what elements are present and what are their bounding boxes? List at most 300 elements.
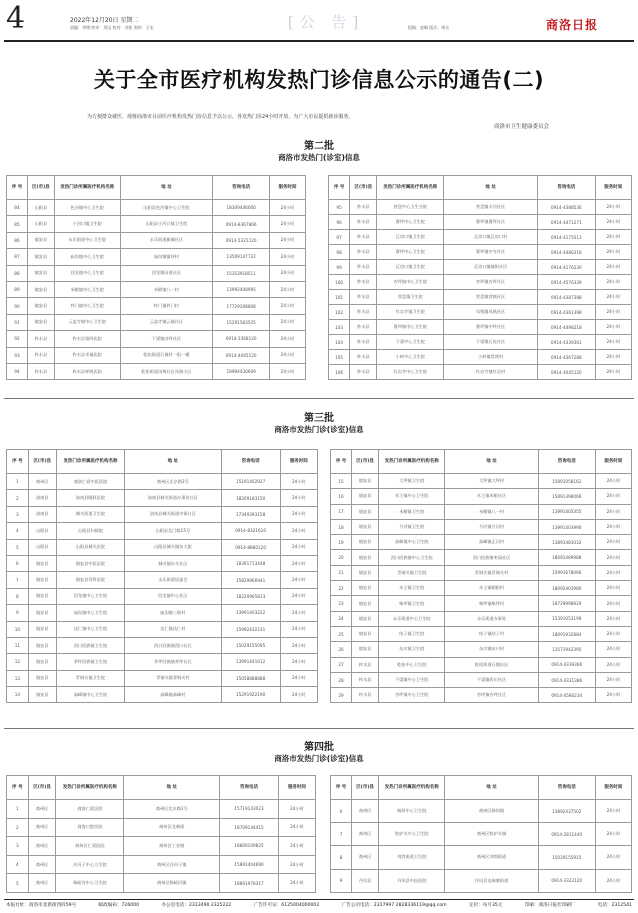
editors-right: 组稿：赵琳 版式：周岳 — [408, 25, 450, 30]
col-district: 镇安县 — [352, 596, 379, 611]
col-phone: 15991678066 — [538, 565, 595, 580]
header-col-hours: 服务时间 — [595, 776, 631, 800]
table-header-row — [7, 776, 316, 800]
col-phone: 18891978317 — [220, 874, 279, 893]
col-phone: 0914-4175513 — [538, 230, 596, 245]
col-district: 柞水县 — [350, 260, 377, 275]
col-district: 柞水县 — [350, 200, 377, 215]
col-facility: 大坪镇卫生院 — [379, 474, 445, 489]
col-phone: 15391053199 — [538, 611, 595, 626]
col-phone: 0914-4580234 — [538, 688, 595, 703]
col-district: 镇安县 — [28, 572, 56, 588]
header-col-phone: 咨询电话 — [538, 776, 595, 800]
col-phone: 13991403222 — [221, 605, 280, 621]
col-district: 镇安县 — [352, 550, 379, 565]
col-address: 木王镇米粮社区 — [445, 489, 538, 504]
col-facility: 杨峪河中心卫生院 — [56, 874, 124, 893]
col-address: 米粮镇八一村 — [445, 504, 538, 519]
col-index: 10 — [7, 621, 29, 637]
col-district: 商州区 — [28, 474, 56, 490]
footer-postcode: 邮政编码：726000 — [98, 903, 140, 908]
col-hours: 24小时 — [595, 611, 631, 626]
table-row — [329, 245, 632, 260]
col-index: 19 — [331, 535, 352, 550]
col-phone: 0914-4471271 — [538, 215, 596, 230]
col-phone: 0914-4498218 — [538, 320, 596, 335]
header-col-district: 区(市)县 — [27, 176, 54, 200]
col-facility: 镇安县骨科医院 — [56, 572, 124, 588]
col-phone: 0914-4367288 — [538, 350, 596, 365]
col-hours: 24小时 — [280, 637, 317, 653]
col-index: 1 — [7, 800, 29, 819]
col-address: 云盖寺镇云镇社区 — [120, 314, 213, 330]
col-district: 柞水县 — [27, 363, 54, 379]
header-col-index: 序 号 — [331, 450, 352, 474]
table-row — [331, 657, 632, 672]
col-hours: 24小时 — [595, 350, 631, 365]
table-header-row — [329, 176, 632, 200]
col-hours: 24小时 — [270, 232, 306, 248]
col-address: 达仁镇达仁村 — [125, 621, 221, 637]
col-hours: 24小时 — [280, 572, 317, 588]
col-index: 96 — [329, 215, 350, 230]
col-index: 11 — [7, 637, 29, 653]
col-phone: 18729998829 — [538, 596, 595, 611]
col-district: 镇安县 — [27, 249, 54, 265]
col-address: 乾佑街道凤凰社区凤凰小区 — [120, 363, 213, 379]
header-col-district: 区(市)县 — [28, 450, 56, 474]
col-phone: 18091932884 — [538, 626, 595, 641]
col-facility: 杏坪镇中心卫生院 — [379, 688, 445, 703]
col-index: 29 — [331, 688, 352, 703]
col-district: 镇安县 — [352, 611, 379, 626]
col-phone: 0914-3322120 — [538, 869, 595, 892]
col-district: 镇安县 — [27, 314, 54, 330]
col-index: 95 — [329, 200, 350, 215]
col-district: 洛南县 — [28, 490, 56, 506]
col-address: 曹坪镇中坪社区 — [444, 320, 538, 335]
col-district: 山阳县 — [28, 523, 56, 539]
table-row — [7, 555, 318, 571]
col-facility: 下梁镇中心卫生院 — [379, 672, 445, 687]
col-phone: 15029155095 — [221, 637, 280, 653]
col-district: 柞水县 — [350, 335, 377, 350]
col-address: 下梁镇西川社区 — [445, 672, 538, 687]
table-row — [331, 489, 632, 504]
col-index: 20 — [331, 550, 352, 565]
col-phone: 15353918511 — [213, 265, 270, 281]
col-district: 柞水县 — [352, 672, 379, 687]
col-phone: 0914-4387388 — [538, 290, 596, 305]
col-district: 柞水县 — [350, 305, 377, 320]
header-col-facility: 发热门诊所属医疗机构名称 — [379, 450, 445, 474]
table-row — [7, 572, 318, 588]
col-address: 青铜关镇青铜关村 — [445, 565, 538, 580]
table-header-row — [331, 776, 632, 800]
col-address: 商州区沙河子镇 — [124, 855, 220, 874]
col-index: 18 — [331, 519, 352, 534]
table-row — [331, 504, 632, 519]
table-row — [7, 490, 318, 506]
table-row — [7, 249, 306, 265]
col-address: 月河镇月河村 — [445, 519, 538, 534]
col-district: 柞水县 — [350, 365, 377, 380]
col-address: 商州区北新街 — [124, 818, 220, 837]
batch2-table-right — [328, 175, 632, 380]
batch3-title: 第三批 — [304, 413, 334, 424]
col-hours: 24小时 — [278, 837, 315, 856]
col-address: 回龙镇中心社区 — [125, 588, 221, 604]
col-district: 柞水县 — [27, 347, 54, 363]
col-facility: 牧护关中心卫生院 — [379, 823, 445, 846]
col-facility: 洛南县眼科医院 — [56, 490, 124, 506]
col-hours: 24小时 — [280, 654, 317, 670]
table-row — [7, 818, 316, 837]
col-address: 庙沟镇镇坪村 — [120, 249, 213, 265]
header-col-index: 序 号 — [7, 176, 28, 200]
col-district: 商州区 — [28, 800, 56, 819]
table-row — [329, 365, 632, 380]
header-col-address: 地 址 — [120, 176, 213, 200]
col-phone: 17729208808 — [213, 298, 270, 314]
col-hours: 24小时 — [595, 489, 631, 504]
col-address: 杏坪镇杏坪社区 — [445, 688, 538, 703]
notice-intro: 为方便群众就医，现将商洛市目前医疗机构发热门诊信息予以公示，各发热门诊24小时开放，为广大市民提供就诊服务。 — [87, 114, 354, 120]
col-index: 7 — [331, 823, 352, 846]
col-address: 庙沟镇三联村 — [125, 605, 221, 621]
col-phone: 18092401980 — [538, 581, 595, 596]
table-row — [7, 588, 318, 604]
table-row — [329, 260, 632, 275]
col-phone: 18391713448 — [221, 555, 280, 571]
col-district: 镇安县 — [28, 637, 56, 653]
table-row — [331, 672, 632, 687]
header-col-index: 序 号 — [329, 176, 350, 200]
col-facility: 山阳县城关医院 — [56, 539, 124, 555]
col-phone: 0914-8321610 — [221, 523, 280, 539]
col-hours: 24小时 — [595, 672, 631, 687]
col-district: 镇安县 — [28, 555, 56, 571]
batch2-subtitle: 商洛市发热门(诊室)信息 — [278, 153, 360, 162]
col-phone: 0914-4045120 — [213, 347, 270, 363]
col-phone: 17349393158 — [221, 506, 280, 522]
table-row — [7, 314, 306, 330]
section-label: [公 告] — [287, 13, 365, 31]
col-index: 22 — [331, 581, 352, 596]
col-facility: 木王镇卫生院 — [379, 581, 445, 596]
col-index: 4 — [7, 523, 29, 539]
col-hours: 24小时 — [280, 539, 317, 555]
col-address: 永乐街道居委会 — [125, 572, 221, 588]
col-phone: 15719143023 — [220, 800, 279, 819]
col-district: 丹凤县 — [352, 869, 379, 892]
table-row — [7, 800, 316, 819]
table-row — [329, 200, 632, 215]
col-phone: 13991441612 — [221, 654, 280, 670]
col-facility: 乾佑中心卫生院 — [379, 657, 445, 672]
col-facility: 营盘中心卫生分院 — [377, 200, 444, 215]
table-row — [331, 519, 632, 534]
col-index: 90 — [7, 298, 28, 314]
col-index: 97 — [329, 230, 350, 245]
col-facility: 镇安县中医医院 — [56, 555, 124, 571]
col-phone: 15291583535 — [213, 314, 270, 330]
col-district: 镇安县 — [28, 621, 56, 637]
col-index: 103 — [329, 320, 350, 335]
table-row — [7, 654, 318, 670]
col-index: 8 — [331, 846, 352, 869]
batch2-title: 第二批 — [304, 141, 334, 152]
col-index: 99 — [329, 260, 350, 275]
col-address: 商州区工农路 — [124, 837, 220, 856]
col-phone: 15829966941 — [221, 572, 280, 588]
col-address: 凤凰镇凤凰社区 — [444, 305, 538, 320]
notice-title: 关于全市医疗机构发热门诊信息公示的通告(二) — [93, 68, 545, 92]
editors-left: 责编：李博 终审：刘远 校对：刘星 照审：王宏 — [70, 25, 154, 30]
col-phone: 0914-4361398 — [538, 305, 596, 320]
col-phone: 0914-4045120 — [538, 365, 596, 380]
col-index: 94 — [7, 363, 28, 379]
col-address: 商州区北京路1号 — [124, 800, 220, 819]
col-facility: 庙沟镇中心卫生院 — [54, 249, 120, 265]
col-facility: 曹坪中心卫生院 — [377, 215, 444, 230]
col-facility: 青铜关镇卫生院 — [56, 670, 124, 686]
col-facility: 杨斜中心卫生院 — [379, 800, 445, 823]
col-address: 丹凤县龙驹寨街道 — [445, 869, 538, 892]
col-hours: 24小时 — [278, 818, 315, 837]
col-index: 104 — [329, 335, 350, 350]
col-address: 红岩寺镇红岩村 — [444, 365, 538, 380]
col-phone: 15891058162 — [538, 474, 595, 489]
col-hours: 24小时 — [280, 605, 317, 621]
col-district: 山阳县 — [27, 216, 54, 232]
table-row — [7, 687, 318, 703]
col-hours: 24小时 — [595, 474, 631, 489]
table-row — [329, 305, 632, 320]
header-col-address: 地 址 — [444, 176, 538, 200]
col-district: 柞水县 — [350, 350, 377, 365]
col-hours: 24小时 — [270, 347, 306, 363]
header-col-phone: 咨询电话 — [221, 450, 280, 474]
col-address: 曹坪镇曹坪社区 — [444, 215, 538, 230]
col-phone: 18220965813 — [221, 588, 280, 604]
col-facility: 瓦房口镇卫生院 — [377, 230, 444, 245]
header-col-phone: 咨询电话 — [213, 176, 270, 200]
batch4-title: 第四批 — [304, 742, 334, 753]
col-address: 城关镇东关社区 — [125, 555, 221, 571]
col-index: 13 — [7, 670, 29, 686]
header-col-hours: 服务时间 — [595, 176, 631, 200]
batch4-table-left — [6, 775, 316, 893]
col-index: 5 — [7, 539, 29, 555]
col-hours: 24小时 — [270, 314, 306, 330]
col-address: 结子镇结子村 — [445, 626, 538, 641]
table-row — [7, 539, 318, 555]
col-address: 山阳县北门路15号 — [125, 523, 221, 539]
table-row — [331, 611, 632, 626]
col-phone: 18091489988 — [538, 550, 595, 565]
col-district: 镇安县 — [352, 489, 379, 504]
col-phone: 18994430609 — [213, 363, 270, 379]
col-district: 镇安县 — [28, 588, 56, 604]
table-header-row — [331, 450, 632, 474]
col-hours: 24小时 — [278, 874, 315, 893]
table-row — [7, 670, 318, 686]
header-col-facility: 发热门诊所属医疗机构名称 — [377, 176, 444, 200]
header-col-facility: 发热门诊所属医疗机构名称 — [56, 776, 124, 800]
col-hours: 24小时 — [280, 506, 317, 522]
col-facility: 曹坪镇中心卫生院 — [377, 320, 444, 335]
col-district: 柞水县 — [352, 657, 379, 672]
col-district: 镇安县 — [27, 281, 54, 297]
col-facility: 柞水县幸福医院 — [54, 347, 120, 363]
col-index: 100 — [329, 275, 350, 290]
col-hours: 24小时 — [280, 474, 317, 490]
col-facility: 柞水县呼吸医院 — [54, 363, 120, 379]
footer-ad-license: 广告公司电话：2317997 2828336119@qq.com — [341, 903, 447, 908]
col-phone: 15029155915 — [538, 846, 595, 869]
header-col-facility: 发热门诊所属医疗机构名称 — [56, 450, 124, 474]
col-hours: 24小时 — [595, 657, 631, 672]
col-district: 镇安县 — [352, 565, 379, 580]
col-index: 17 — [331, 504, 352, 519]
batch4-table-right — [330, 775, 632, 893]
col-address: 永乐街道办事处 — [445, 611, 538, 626]
col-hours: 24小时 — [595, 581, 631, 596]
col-district: 镇安县 — [28, 654, 56, 670]
col-hours: 24小时 — [595, 230, 631, 245]
col-phone: 0914-4486218 — [538, 245, 596, 260]
batch3-table-left — [6, 449, 318, 703]
col-district: 商州区 — [352, 846, 379, 869]
col-index: 105 — [329, 350, 350, 365]
col-address: 柞门镇柞门村 — [120, 298, 213, 314]
col-address: 西口回族镇枣园社区 — [445, 550, 538, 565]
col-hours: 24小时 — [280, 490, 317, 506]
col-address: 商州区北京路2号 — [125, 474, 221, 490]
col-district: 柞水县 — [350, 230, 377, 245]
col-index: 3 — [7, 837, 29, 856]
col-facility: 小岭中心卫生院 — [377, 350, 444, 365]
footer-printer: 印刷：商洛日报社印刷厂 — [524, 903, 576, 908]
col-district: 商州区 — [28, 855, 56, 874]
footer-ad-phone: 广告许可证：6125004000002 — [253, 903, 320, 908]
col-index: 1 — [7, 474, 29, 490]
table-row — [7, 216, 306, 232]
col-facility: 月河镇卫生院 — [379, 519, 445, 534]
col-index: 8 — [7, 588, 29, 604]
col-district: 柞水县 — [27, 331, 54, 347]
col-facility: 柞门镇中心卫生院 — [54, 298, 120, 314]
col-address: 洛南县城关街道办事处社区 — [125, 490, 221, 506]
col-index: 16 — [331, 489, 352, 504]
table-row — [329, 290, 632, 305]
col-phone: 15291922190 — [221, 687, 280, 703]
table-row — [331, 823, 632, 846]
col-hours: 24小时 — [595, 869, 631, 892]
col-phone: 18309446000 — [213, 200, 270, 216]
table-row — [331, 581, 632, 596]
col-address: 商州区杨峪河镇 — [124, 874, 220, 893]
col-district: 商州区 — [28, 874, 56, 893]
col-district: 柞水县 — [350, 290, 377, 305]
col-facility: 红岩寺镇卫生院 — [377, 305, 444, 320]
header-col-hours: 服务时间 — [280, 450, 317, 474]
col-index: 28 — [331, 672, 352, 687]
col-hours: 24小时 — [278, 800, 315, 819]
col-facility: 高峰镇中心卫生院 — [56, 687, 124, 703]
footer-address: 本报社址：商洛市北新街西段59号 — [6, 903, 77, 908]
table-row — [331, 596, 632, 611]
newspaper-logo: 商洛日报 — [545, 18, 598, 32]
col-index: 9 — [7, 605, 29, 621]
col-facility: 高峰镇中心卫生院 — [379, 535, 445, 550]
col-hours: 24小时 — [595, 626, 631, 641]
col-hours: 24小时 — [595, 550, 631, 565]
col-district: 山阳县 — [27, 200, 54, 216]
col-phone: 0914-8880120 — [221, 539, 280, 555]
table-row — [329, 350, 632, 365]
table-row — [331, 800, 632, 823]
col-hours: 24小时 — [280, 687, 317, 703]
col-district: 柞水县 — [350, 215, 377, 230]
col-hours: 24小时 — [280, 588, 317, 604]
col-phone: 15191402927 — [221, 474, 280, 490]
table-row — [7, 523, 318, 539]
col-address: 柴坪镇柴坪村 — [445, 596, 538, 611]
col-index: 23 — [331, 596, 352, 611]
col-hours: 24小时 — [595, 290, 631, 305]
col-hours: 24小时 — [595, 305, 631, 320]
col-district: 镇安县 — [28, 687, 56, 703]
col-district: 镇安县 — [352, 504, 379, 519]
footer-office: 办公室电话：2313490 2325222 — [161, 903, 232, 908]
header-col-facility: 发热门诊所属医疗机构名称 — [54, 176, 120, 200]
col-facility: 商洛仁爱中医医院 — [56, 474, 124, 490]
col-district: 商州区 — [28, 837, 56, 856]
col-facility: 色河镇中心卫生院 — [54, 200, 120, 216]
table-row — [7, 855, 316, 874]
col-phone: 0914-4331386 — [538, 672, 595, 687]
col-hours: 24小时 — [270, 298, 306, 314]
batch2-table-left — [6, 175, 306, 380]
header-col-district: 区(市)县 — [352, 450, 379, 474]
table-row — [331, 626, 632, 641]
table-row — [329, 320, 632, 335]
col-index: 15 — [331, 474, 352, 489]
col-hours: 24小时 — [595, 846, 631, 869]
col-index: 101 — [329, 290, 350, 305]
col-index: 2 — [7, 490, 29, 506]
col-address: 杏坪镇杏坪社区 — [444, 275, 538, 290]
col-district: 商州区 — [352, 800, 379, 823]
col-district: 镇安县 — [27, 232, 54, 248]
col-index: 26 — [331, 642, 352, 657]
col-address: 山阳县小河口镇卫生院 — [120, 216, 213, 232]
table-row — [331, 642, 632, 657]
col-facility: 曹坪中心卫生院 — [377, 245, 444, 260]
col-phone: 0914-4576339 — [538, 275, 596, 290]
col-hours: 24小时 — [595, 823, 631, 846]
col-facility: 永乐街道中心卫生院 — [54, 232, 120, 248]
col-phone: 18209183150 — [221, 490, 280, 506]
table-row — [7, 474, 318, 490]
col-facility: 西口回族镇中心卫生院 — [379, 550, 445, 565]
table-row — [7, 347, 306, 363]
col-hours: 24小时 — [270, 281, 306, 297]
col-facility: 庙沟镇中心卫生院 — [56, 605, 124, 621]
col-district: 柞水县 — [350, 245, 377, 260]
